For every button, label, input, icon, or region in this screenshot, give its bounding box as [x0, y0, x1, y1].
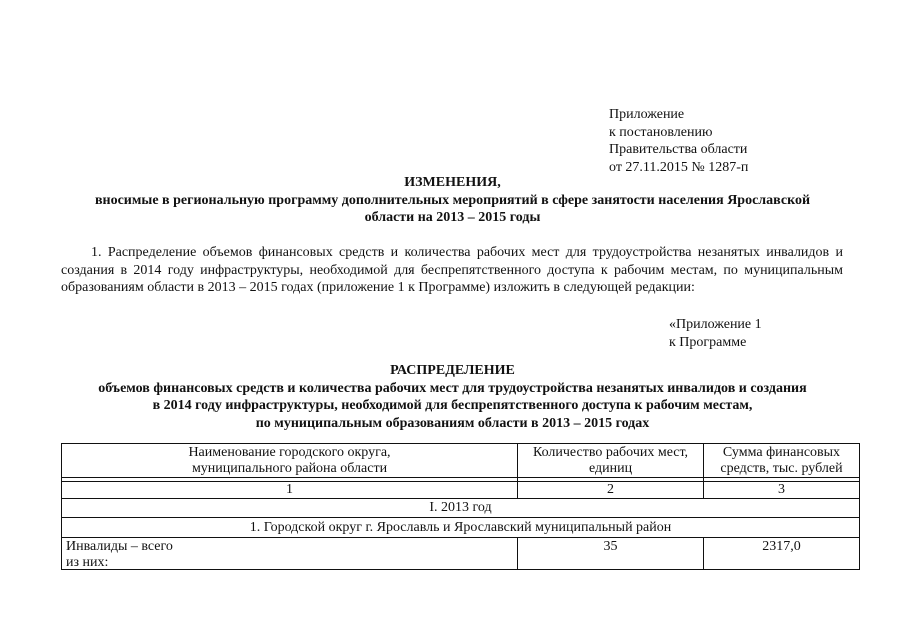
- appendix-line: от 27.11.2015 № 1287-п: [609, 159, 749, 175]
- appendix-reference: [609, 106, 748, 176]
- table-border: [61, 498, 860, 499]
- table-header-name: Наименование городского округа, муниципального района области: [188, 445, 391, 476]
- program-appendix-line: к Программе: [669, 335, 747, 350]
- table-border: [859, 443, 860, 570]
- table-row-name: Инвалиды – всего из них:: [66, 539, 173, 570]
- distribution-title-block: [40, 362, 865, 432]
- table-header-sum: Сумма финансовых средств, тыс. рублей: [720, 445, 843, 476]
- appendix-line: к постановлению: [609, 124, 713, 140]
- column-number: 1: [286, 482, 293, 497]
- table-border: [61, 477, 860, 478]
- body-paragraph: 1. Распределение объемов финансовых средств и количества рабочих мест для трудоустройства незанятых инвалидов и создания в 2014 году инфраструктуры, необходимой для беспрепятственного доступа к рабочим местам, по муниципальным образованиям области в 2013 – 2015 годах (приложение 1 к Программе) изложить в следующей редакции:: [61, 245, 843, 295]
- table-row-sum: 2317,0: [762, 539, 801, 554]
- table-row-count: 35: [603, 539, 618, 554]
- table-border: [61, 537, 860, 538]
- changes-subtitle-line: вносимые в региональную программу дополнительных мероприятий в сфере занятости населения Ярославской: [94, 192, 811, 208]
- distribution-subtitle-line: объемов финансовых средств и количества рабочих мест для трудоустройства незанятых инвалидов и создания: [98, 380, 807, 396]
- appendix-line: Правительства области: [609, 142, 748, 157]
- table-header-count: Количество рабочих мест, единиц: [532, 445, 689, 476]
- appendix-line: Приложение: [609, 107, 685, 122]
- program-appendix-reference: [669, 316, 762, 352]
- distribution-table: [61, 443, 860, 570]
- table-border: [61, 517, 860, 518]
- column-number: 3: [778, 482, 785, 497]
- table-district-row: 1. Городской округ г. Ярославль и Ярославский муниципальный район: [249, 520, 672, 535]
- distribution-title: РАСПРЕДЕЛЕНИЕ: [390, 363, 515, 378]
- table-border: [61, 443, 860, 444]
- distribution-subtitle-line: в 2014 году инфраструктуры, необходимой для беспрепятственного доступа к рабочим местам,: [152, 398, 753, 413]
- changes-title-block: [40, 174, 865, 227]
- program-appendix-line: «Приложение 1: [669, 317, 762, 332]
- changes-subtitle-line: области на 2013 – 2015 годы: [364, 210, 541, 225]
- distribution-subtitle-line: по муниципальным образованиям области в 2013 – 2015 годах: [255, 415, 650, 431]
- column-number: 2: [607, 482, 614, 497]
- table-year-row: I. 2013 год: [429, 500, 492, 515]
- changes-title: ИЗМЕНЕНИЯ,: [404, 175, 501, 190]
